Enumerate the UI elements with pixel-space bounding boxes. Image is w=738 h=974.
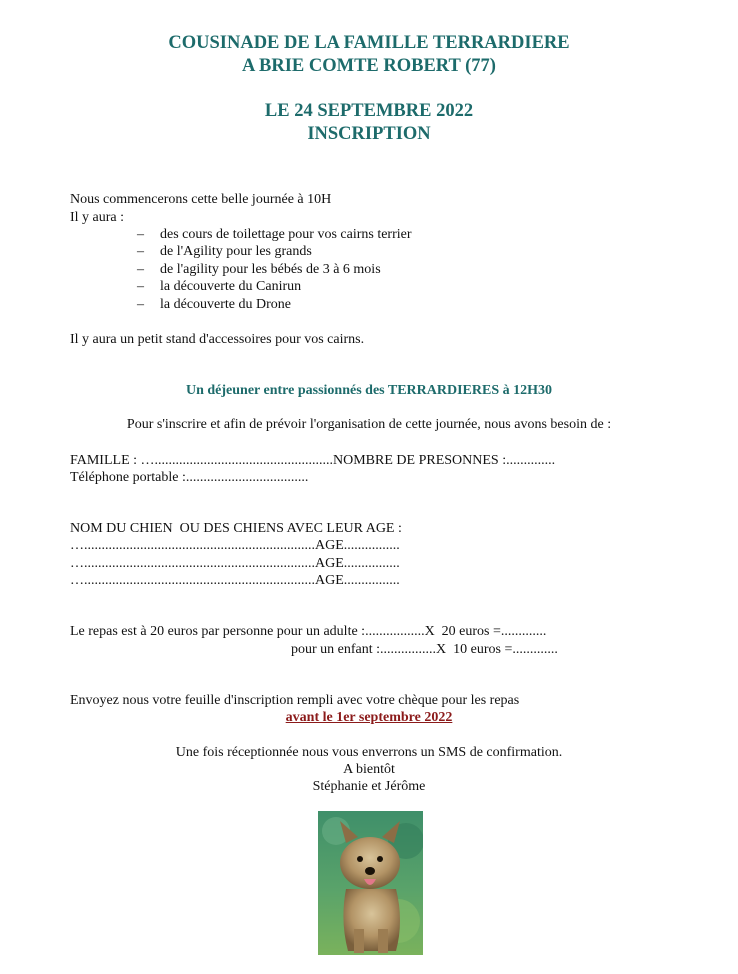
lunch-announcement: Un déjeuner entre passionnés des TERRARDIERES à 12H30 xyxy=(186,383,552,398)
list-item: de l'Agility pour les grands xyxy=(160,244,312,259)
list-item: de l'agility pour les bébés de 3 à 6 mois xyxy=(160,262,381,277)
famille-field[interactable]: FAMILLE : …...................................................NOMBRE DE PRESONNES :.............. xyxy=(70,453,556,468)
stand-text: Il y aura un petit stand d'accessoires pour vos cairns. xyxy=(70,332,365,347)
list-item: des cours de toilettage pour vos cairns terrier xyxy=(160,227,412,242)
title-line-1: COUSINADE DE LA FAMILLE TERRARDIERE xyxy=(168,33,570,53)
inscription-instructions: Pour s'inscrire et afin de prévoir l'organisation de cette journée, nous avons besoin de : xyxy=(126,417,612,432)
inscription-heading: INSCRIPTION xyxy=(307,124,431,144)
chiens-header: NOM DU CHIEN OU DES CHIENS AVEC LEUR AGE : xyxy=(70,521,402,536)
bientot-text: A bientôt xyxy=(343,762,395,777)
repas-enfant-field[interactable]: pour un enfant :................X 10 euros =............. xyxy=(291,642,558,657)
envoyez-text: Envoyez nous votre feuille d'inscription rempli avec votre chèque pour les repas xyxy=(70,693,520,708)
chien-line[interactable]: …..................................................................AGE................ xyxy=(70,556,400,571)
list-item: la découverte du Canirun xyxy=(160,279,302,294)
telephone-field[interactable]: Téléphone portable :................................... xyxy=(70,470,309,485)
list-bullet: – xyxy=(137,227,144,242)
list-bullet: – xyxy=(137,244,144,259)
list-bullet: – xyxy=(137,262,144,277)
deadline-text: avant le 1er septembre 2022 xyxy=(285,710,453,725)
chien-line[interactable]: …..................................................................AGE................ xyxy=(70,573,400,588)
list-bullet: – xyxy=(137,297,144,312)
list-item: la découverte du Drone xyxy=(160,297,291,312)
date-heading: LE 24 SEPTEMBRE 2022 xyxy=(264,101,474,121)
il-y-aura-label: Il y aura : xyxy=(70,210,125,225)
title-line-2: A BRIE COMTE ROBERT (77) xyxy=(242,56,496,76)
start-time-text: Nous commencerons cette belle journée à 10H xyxy=(70,192,332,207)
list-bullet: – xyxy=(137,279,144,294)
repas-adulte-field[interactable]: Le repas est à 20 euros par personne pour un adulte :.................X 20 euros =............. xyxy=(70,624,547,639)
confirmation-text: Une fois réceptionnée nous vous enverrons un SMS de confirmation. xyxy=(175,745,563,760)
chien-line[interactable]: …..................................................................AGE................ xyxy=(70,538,400,553)
signature-text: Stéphanie et Jérôme xyxy=(312,779,426,794)
cairn-terrier-photo xyxy=(318,811,423,955)
